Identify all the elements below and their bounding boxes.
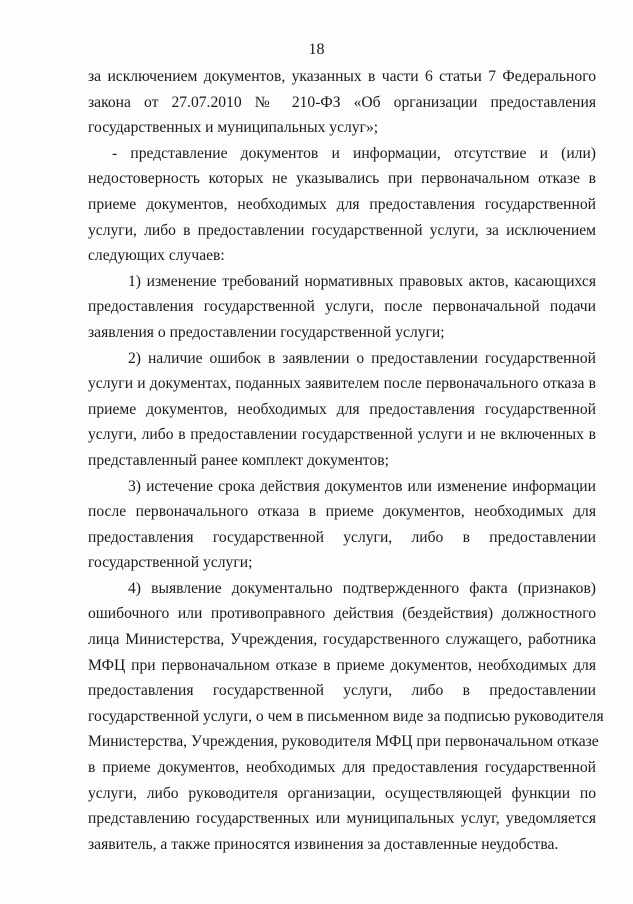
paragraph-1 — [88, 64, 596, 141]
text-line: представлению государственных или муниципальных услуг, уведомляется — [88, 810, 596, 828]
text-line: заявитель, а также приносятся извинения за доставленные неудобства. — [88, 835, 559, 853]
text-line: предоставления государственной услуги, либо в предоставлении — [88, 682, 596, 700]
paragraph-4 — [88, 346, 596, 474]
text-line: услуги, либо в предоставлении государственной услуги и не включенных в — [88, 426, 596, 444]
text-line: ошибочного или противоправного действия (бездействия) должностного — [88, 605, 596, 623]
text-line: 2) наличие ошибок в заявлении о предоставлении государственной — [128, 349, 596, 367]
paragraph-5 — [88, 474, 596, 576]
text-line: 3) истечение срока действия документов или изменение информации — [128, 477, 596, 495]
document-body — [88, 64, 604, 857]
text-line: за исключением документов, указанных в части 6 статьи 7 Федерального — [88, 68, 596, 85]
text-line: предоставления государственной услуги, после первоначальной подачи — [88, 298, 596, 316]
text-line: представленный ранее комплект документов; — [88, 451, 389, 469]
text-line: закона от 27.07.2010 № 210-ФЗ «Об организации предоставления — [88, 93, 596, 111]
paragraph-3 — [88, 269, 596, 346]
text-line: услуги, либо руководителя организации, осуществляющей функции по — [88, 784, 596, 802]
text-line: 4) выявление документально подтвержденного факта (признаков) — [128, 579, 596, 597]
text-line: предоставления государственной услуги, либо в предоставлении — [88, 528, 596, 546]
text-line: услуги, либо в предоставлении государственной услуги, за исключением — [88, 221, 596, 239]
paragraph-2 — [88, 141, 596, 269]
text-line: приеме документов, необходимых для предоставления государственной — [88, 400, 596, 418]
text-line: государственной услуги; — [88, 554, 253, 572]
text-line: государственной услуги, о чем в письменном виде за подписью руководителя — [88, 707, 604, 725]
text-line: государственных и муниципальных услуг»; — [88, 119, 379, 137]
text-line: после первоначального отказа в приеме документов, необходимых для — [88, 503, 596, 521]
paragraph-6 — [88, 576, 604, 858]
text-line: недостоверность которых не указывались при первоначальном отказе в — [88, 170, 596, 188]
text-line: в приеме документов, необходимых для предоставления государственной — [88, 759, 596, 777]
text-line: лица Министерства, Учреждения, государственного служащего, работника — [88, 631, 596, 649]
text-line: - представление документов и информации, отсутствие и (или) — [112, 144, 596, 162]
text-line: приеме документов, необходимых для предоставления государственной — [88, 195, 596, 213]
text-line: следующих случаев: — [88, 247, 225, 265]
text-line: Министерства, Учреждения, руководителя МФЦ при первоначальном отказе — [88, 733, 599, 751]
text-line: МФЦ при первоначальном отказе в приеме документов, необходимых для — [88, 656, 596, 674]
text-line: заявления о предоставлении государственной услуги; — [88, 323, 445, 341]
text-line: 1) изменение требований нормативных правовых актов, касающихся — [128, 272, 596, 290]
page-number: 18 — [308, 41, 325, 58]
text-line: услуги и документах, поданных заявителем после первоначального отказа в — [88, 375, 596, 393]
